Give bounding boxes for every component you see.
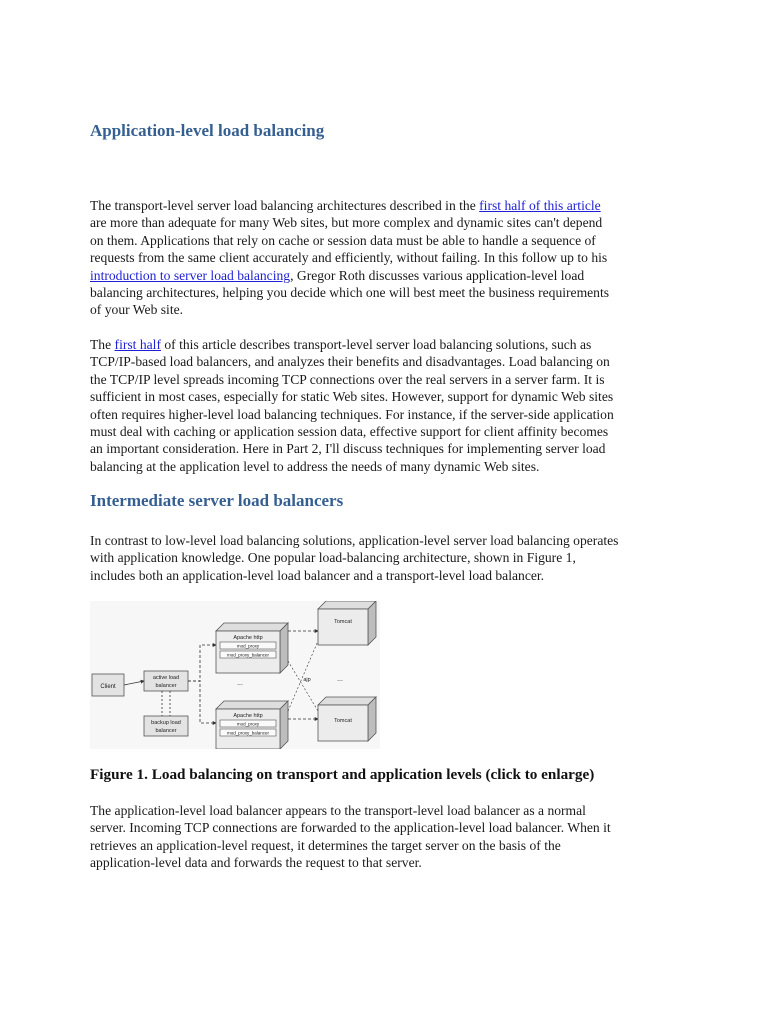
active-lb-label-1: active load <box>152 675 180 681</box>
text-line: sufficient in most cases, especially for static Web sites. However, support for dynamic Web sites <box>90 389 614 405</box>
apache-ellipsis: ... <box>237 680 243 687</box>
client-box <box>92 674 124 696</box>
first-half-link[interactable]: first half <box>114 337 161 352</box>
client-label: Client <box>100 684 116 690</box>
backup-lb-label-2: balancer <box>155 728 177 734</box>
backup-lb-label-1: backup load <box>151 720 181 726</box>
text-line: The application-level load balancer appears to the transport-level load balancer as a normal <box>90 803 586 818</box>
text-line: the TCP/IP level spreads incoming TCP connections over the real servers in a server farm. It is <box>90 371 605 387</box>
text-line: are more than adequate for many Web sites, but more complex and dynamic sites can't depend <box>90 215 603 231</box>
figure-1-diagram[interactable] <box>90 601 380 749</box>
tomcat-ellipsis: ... <box>337 676 343 683</box>
text-line: retrieves an application-level request, it determines the target server on the basis of the <box>90 837 561 853</box>
mod-proxy-balancer-label: mod_proxy_balancer <box>226 652 270 658</box>
architecture-diagram <box>90 601 380 749</box>
text-line: with application knowledge. One popular load-balancing architecture, shown in Figure 1, <box>90 550 576 566</box>
first-half-article-link[interactable]: first half of this article <box>479 198 601 213</box>
active-lb-label-2: balancer <box>155 683 177 689</box>
text-line: The first half of this article describes transport-level server load balancing solutions, such as <box>90 337 592 352</box>
apache-http-bottom-box <box>216 701 288 749</box>
text-line: In contrast to low-level load balancing solutions, application-level server load balancing operates <box>90 533 619 548</box>
intro-paragraph <box>90 197 690 319</box>
text-line: an important consideration. Here in Part 2, I'll discuss techniques for implementing server load <box>90 441 606 457</box>
tomcat-top-box <box>318 601 376 645</box>
mod-proxy-label: mod_proxy <box>236 721 260 727</box>
text-line: balancing architectures, helping you decide which one will best meet the business requirements <box>90 285 610 301</box>
text-line: includes both an application-level load balancer and a transport-level load balancer. <box>90 567 545 583</box>
text-line: application-level data and forwards the request to that server. <box>90 855 422 871</box>
mod-proxy-label: mod_proxy <box>236 643 260 649</box>
architecture-paragraph <box>90 532 690 584</box>
text-line: often requires higher-level load balancing techniques. For instance, if the server-side application <box>90 406 614 422</box>
text-line: TCP/IP-based load balancers, and analyzes their benefits and disadvantages. Load balancing on <box>90 354 610 370</box>
text-line: introduction to server load balancing, Gregor Roth discusses various application-level load <box>90 267 585 283</box>
ajp-label: ajp <box>303 677 311 683</box>
figure-caption[interactable]: Figure 1. Load balancing on transport and application levels (click to enlarge) <box>90 766 595 783</box>
active-load-balancer-box <box>144 671 188 691</box>
tomcat-bottom-box <box>318 697 376 741</box>
text-line: server. Incoming TCP connections are forwarded to the application-level load balancer. When it <box>90 820 611 836</box>
apache-bottom-label: Apache http <box>233 713 263 719</box>
mod-proxy-balancer-label: mod_proxy_balancer <box>226 730 270 736</box>
apache-top-label: Apache http <box>233 635 263 641</box>
apache-http-top-box <box>216 623 288 673</box>
section-heading: Application-level load balancing <box>90 121 325 140</box>
backup-load-balancer-box <box>144 716 188 736</box>
subsection-heading: Intermediate server load balancers <box>90 491 344 510</box>
application-lb-paragraph <box>90 802 690 872</box>
tomcat-top-label: Tomcat <box>334 619 352 625</box>
text-line: requests from the same client accurately and efficiently, without failing. In this follow up to his <box>90 250 608 266</box>
text-line: balancing at the application level to address the needs of many dynamic Web sites. <box>90 458 540 474</box>
tomcat-bottom-label: Tomcat <box>334 718 352 724</box>
intro-server-load-balancing-link[interactable]: introduction to server load balancing <box>90 267 291 283</box>
overview-paragraph <box>90 336 690 475</box>
text-line: The transport-level server load balancing architectures described in the first half of this article <box>90 198 601 213</box>
text-line: of your Web site. <box>90 302 184 318</box>
text-line: must deal with caching or application session data, effective support for client affinity becomes <box>90 424 609 440</box>
text-line: on them. Applications that rely on cache or session data must be able to handle a sequence of <box>90 232 596 248</box>
